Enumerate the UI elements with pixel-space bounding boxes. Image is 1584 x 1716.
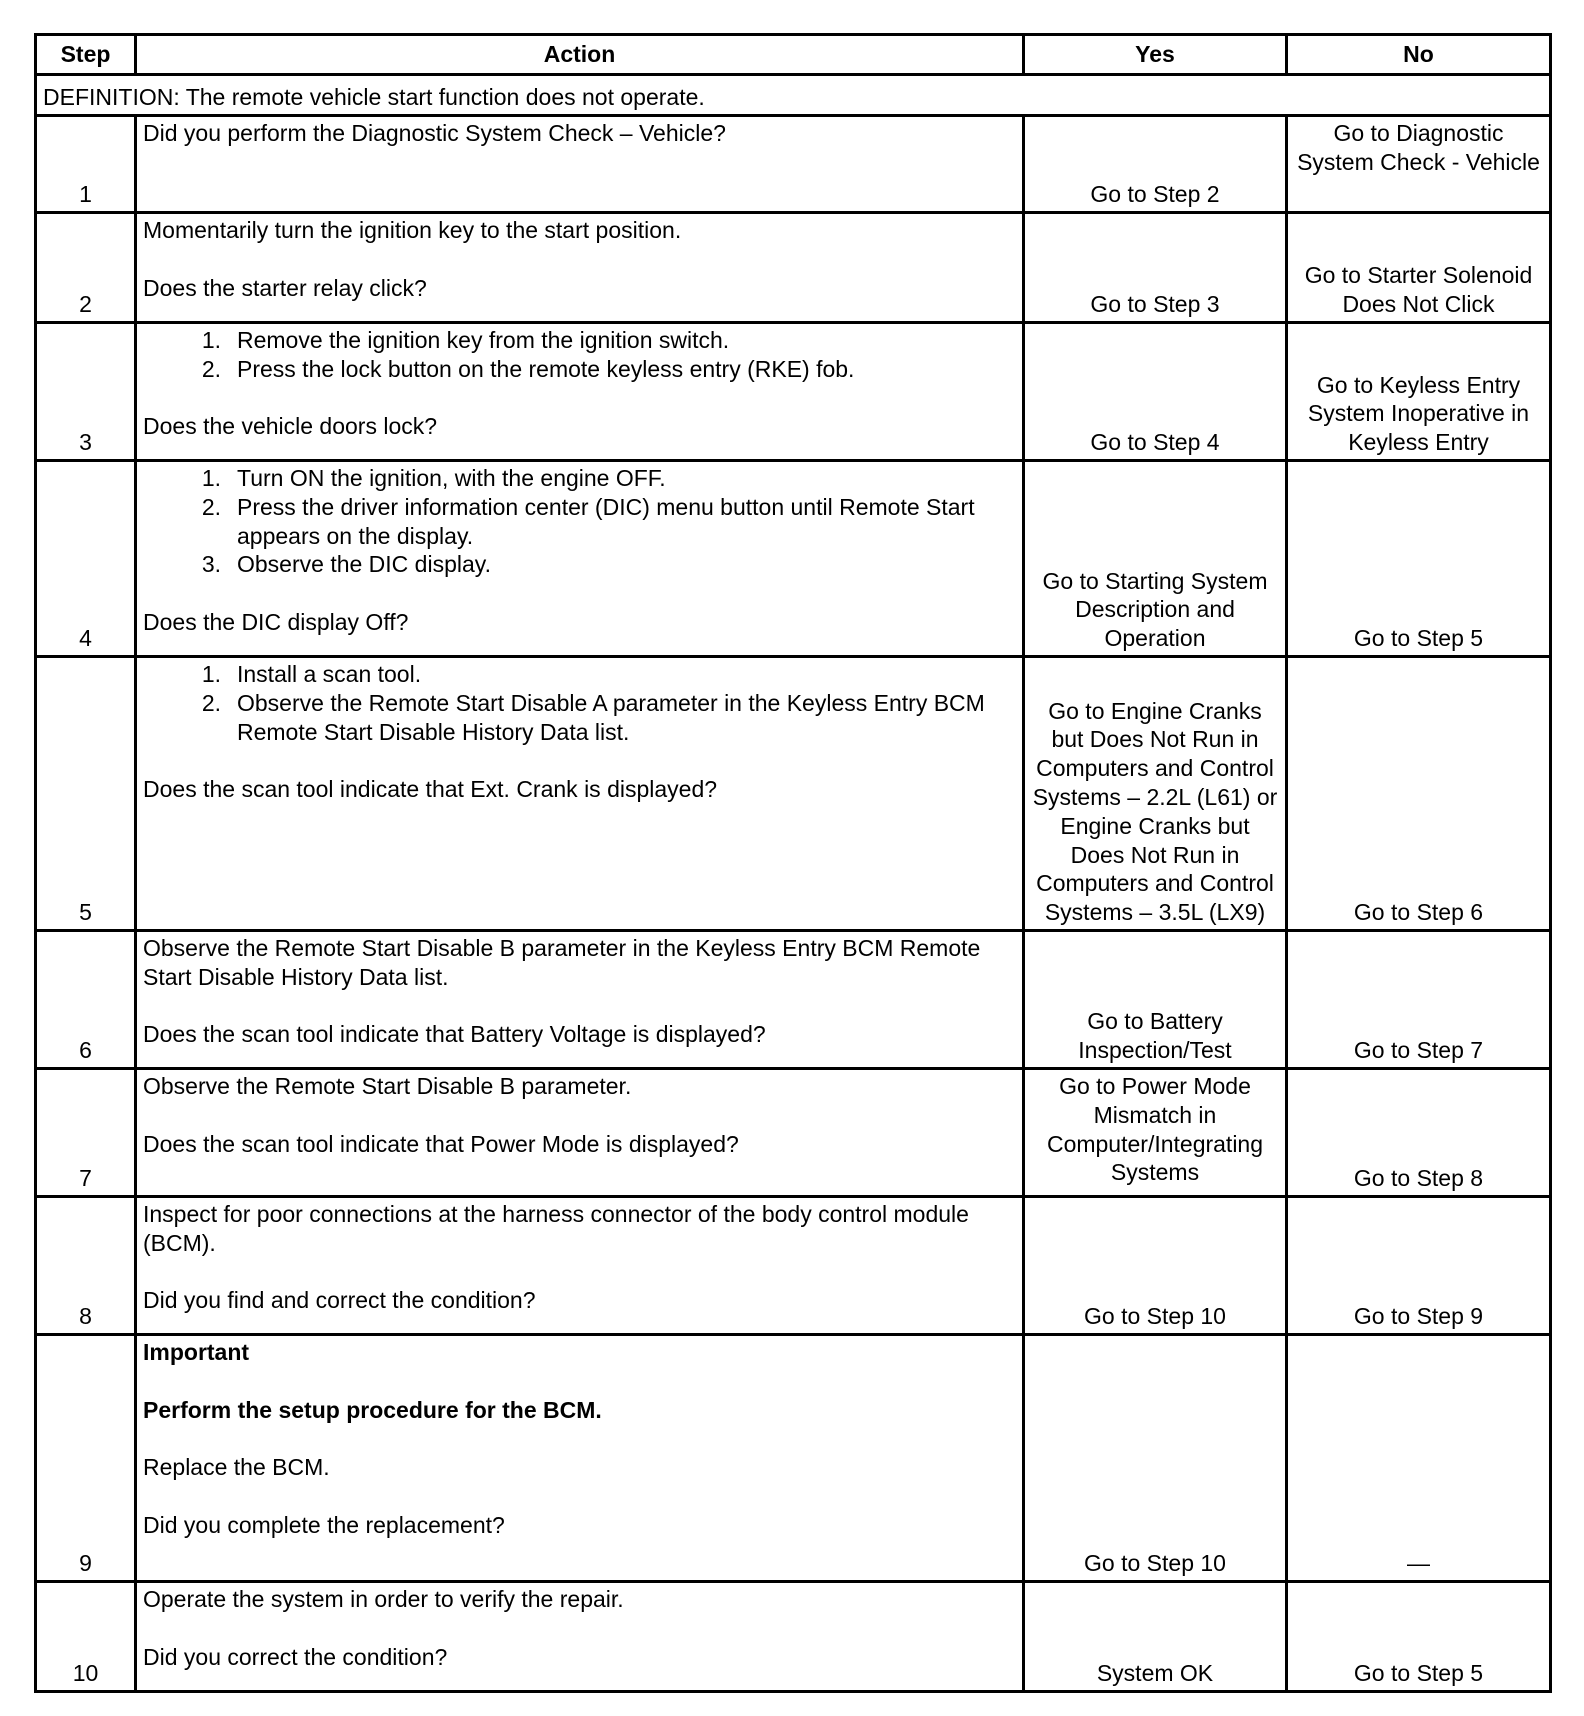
action-intro: Observe the Remote Start Disable B parameter in the Keyless Entry BCM Remote Start Disable History Data list. xyxy=(143,935,981,990)
important-heading: Important xyxy=(143,1339,250,1365)
action-cell xyxy=(136,1582,1024,1692)
yes-cell: Go to Engine Cranks but Does Not Run in Computers and Control Systems – 2.2L (L61) or Engine Cranks but Does Not Run in Computers and Control Systems – 3.5L (LX9) xyxy=(1024,657,1287,931)
table-row xyxy=(36,1582,1551,1692)
yes-cell: Go to Step 10 xyxy=(1024,1335,1287,1582)
diagnostic-table-page xyxy=(34,33,1552,1693)
list-item: 2. Press the driver information center (DIC) menu button until Remote Start appears on the display. xyxy=(201,493,975,549)
list-item: 1. Turn ON the ignition, with the engine OFF. xyxy=(201,465,666,491)
yes-cell: Go to Step 4 xyxy=(1024,323,1287,461)
step-number: 6 xyxy=(36,931,136,1069)
action-question: Does the starter relay click? xyxy=(143,274,427,301)
action-cell xyxy=(136,657,1024,931)
action-intro: Inspect for poor connections at the harness connector of the body control module (BCM). xyxy=(143,1201,969,1256)
yes-cell: Go to Step 3 xyxy=(1024,213,1287,323)
header-yes: Yes xyxy=(1024,35,1287,75)
action-cell xyxy=(136,461,1024,657)
yes-cell: System OK xyxy=(1024,1582,1287,1692)
important-text: Perform the setup procedure for the BCM. xyxy=(143,1396,602,1423)
action-question: Did you correct the condition? xyxy=(143,1643,448,1670)
action-cell xyxy=(136,1069,1024,1197)
action-list xyxy=(143,464,1016,579)
table-row xyxy=(36,931,1551,1069)
action-intro: Replace the BCM. xyxy=(143,1454,330,1481)
action-intro: Did you perform the Diagnostic System Check – Vehicle? xyxy=(143,120,726,146)
no-cell: Go to Keyless Entry System Inoperative in Keyless Entry xyxy=(1287,323,1551,461)
table-row xyxy=(36,323,1551,461)
no-cell: Go to Step 5 xyxy=(1287,1582,1551,1692)
list-item: 1. Install a scan tool. xyxy=(201,661,422,687)
header-row xyxy=(36,35,1551,75)
action-cell xyxy=(136,1197,1024,1335)
action-question: Does the scan tool indicate that Ext. Crank is displayed? xyxy=(143,776,718,803)
definition-row xyxy=(36,75,1551,116)
list-item: 3. Observe the DIC display. xyxy=(201,551,491,578)
no-cell: Go to Step 5 xyxy=(1287,461,1551,657)
action-intro: Operate the system in order to verify the repair. xyxy=(143,1586,624,1612)
action-question: Does the scan tool indicate that Battery Voltage is displayed? xyxy=(143,1021,766,1048)
table-row xyxy=(36,657,1551,931)
step-number: 1 xyxy=(36,116,136,213)
no-cell: Go to Diagnostic System Check - Vehicle xyxy=(1287,116,1551,213)
definition-text: DEFINITION: The remote vehicle start function does not operate. xyxy=(36,75,1551,116)
table-row xyxy=(36,1069,1551,1197)
step-number: 7 xyxy=(36,1069,136,1197)
table-row xyxy=(36,461,1551,657)
action-list xyxy=(143,326,1016,384)
action-question: Does the scan tool indicate that Power Mode is displayed? xyxy=(143,1130,739,1157)
diagnostic-table xyxy=(34,33,1552,1693)
action-cell xyxy=(136,323,1024,461)
no-cell: — xyxy=(1287,1335,1551,1582)
action-question: Does the vehicle doors lock? xyxy=(143,413,438,440)
yes-cell: Go to Battery Inspection/Test xyxy=(1024,931,1287,1069)
list-item: 2. Observe the Remote Start Disable A parameter in the Keyless Entry BCM Remote Start Disable History Data list. xyxy=(201,689,985,745)
yes-cell: Go to Starting System Description and Operation xyxy=(1024,461,1287,657)
step-number: 10 xyxy=(36,1582,136,1692)
table-row xyxy=(36,1335,1551,1582)
action-intro: Observe the Remote Start Disable B parameter. xyxy=(143,1073,632,1099)
yes-cell: Go to Step 2 xyxy=(1024,116,1287,213)
table-row xyxy=(36,1197,1551,1335)
no-cell: Go to Step 9 xyxy=(1287,1197,1551,1335)
header-action: Action xyxy=(136,35,1024,75)
yes-cell: Go to Power Mode Mismatch in Computer/Integrating Systems xyxy=(1024,1069,1287,1197)
step-number: 2 xyxy=(36,213,136,323)
step-number: 4 xyxy=(36,461,136,657)
action-cell xyxy=(136,116,1024,213)
no-cell: Go to Step 6 xyxy=(1287,657,1551,931)
list-item: 2. Press the lock button on the remote keyless entry (RKE) fob. xyxy=(201,355,855,382)
table-row xyxy=(36,116,1551,213)
no-cell: Go to Step 8 xyxy=(1287,1069,1551,1197)
yes-cell: Go to Step 10 xyxy=(1024,1197,1287,1335)
step-number: 3 xyxy=(36,323,136,461)
action-question: Did you complete the replacement? xyxy=(143,1511,505,1538)
action-cell xyxy=(136,1335,1024,1582)
step-number: 8 xyxy=(36,1197,136,1335)
step-number: 9 xyxy=(36,1335,136,1582)
action-question: Did you find and correct the condition? xyxy=(143,1287,536,1314)
action-question: Does the DIC display Off? xyxy=(143,608,409,635)
action-cell xyxy=(136,213,1024,323)
action-list xyxy=(143,660,1016,746)
header-step: Step xyxy=(36,35,136,75)
step-number: 5 xyxy=(36,657,136,931)
action-intro: Momentarily turn the ignition key to the start position. xyxy=(143,217,682,243)
action-cell xyxy=(136,931,1024,1069)
list-item: 1. Remove the ignition key from the ignition switch. xyxy=(201,327,730,353)
table-row xyxy=(36,213,1551,323)
no-cell: Go to Step 7 xyxy=(1287,931,1551,1069)
no-cell: Go to Starter Solenoid Does Not Click xyxy=(1287,213,1551,323)
header-no: No xyxy=(1287,35,1551,75)
